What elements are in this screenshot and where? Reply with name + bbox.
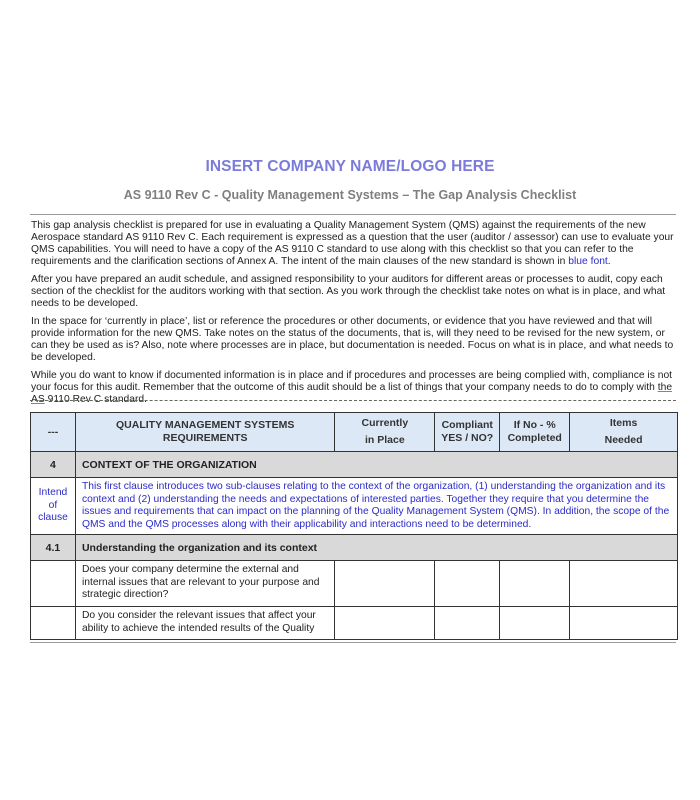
header-percent-completed <box>500 413 570 452</box>
gap-analysis-table <box>30 412 678 640</box>
intro-p1-text: This gap analysis checklist is prepared for use in evaluating a Quality Management System (QMS) against the requirements of the new Aerospace standard AS 9110 Rev C. Each requirement is expressed as a question that the user (auditor / assessor) can use to evaluate your QMS capabilities. You will need to have a copy of the AS 9110 C standard to use along with this checklist so that you can refer to the requirements and the clarification sections of Annex A. The intent of the main clauses of the new standard is shown in <box>31 220 674 267</box>
section-row <box>31 452 678 478</box>
header-items-needed <box>570 413 678 452</box>
header-items-line2: Needed <box>604 434 643 446</box>
currently-in-place-cell[interactable] <box>335 561 435 607</box>
table-header-row <box>31 413 678 452</box>
document-title: AS 9110 Rev C - Quality Management Systems – The Gap Analysis Checklist <box>123 188 577 202</box>
header-compliant-line2: YES / NO? <box>441 432 494 444</box>
question-text: Do you consider the relevant issues that affect your ability to achieve the intended results of the Quality <box>81 610 316 634</box>
header-place-line2: in Place <box>364 434 405 446</box>
intro-paragraph-3: In the space for ‘currently in place’, list or reference the procedures or other documents, or evidence that you have reviewed and that will provide information for the new QMS. Take notes on the status of the documents, that is, will they need to be revised for the new system, or can they be used as is? Also, note where processes are in place, but documentation is needed. Focus on what is in place, and what needs to be developed. <box>31 316 674 363</box>
intro-p1-end: . <box>607 256 611 267</box>
items-needed-cell[interactable] <box>570 561 678 607</box>
compliant-cell[interactable] <box>435 607 500 640</box>
intro-p4-end: 9110 Rev C standard. <box>44 394 148 405</box>
percent-completed-cell[interactable] <box>500 561 570 607</box>
header-items-line1: Items <box>609 417 638 429</box>
question-number-cell <box>31 607 76 640</box>
company-name-placeholder: INSERT COMPANY NAME/LOGO HERE <box>205 158 495 175</box>
header-compliant-line1: Compliant <box>441 419 493 431</box>
page-bottom-divider <box>30 642 676 643</box>
header-req-line1: QUALITY MANAGEMENT SYSTEMS <box>116 419 295 431</box>
blue-font-sample: blue font <box>568 256 608 267</box>
intent-label-line2: of <box>48 499 58 511</box>
question-text: Does your company determine the external and internal issues that are relevant to your purpose and strategic direction? <box>75 561 334 607</box>
intent-label <box>31 478 76 535</box>
header-req-line2: REQUIREMENTS <box>162 432 248 444</box>
header-place-line1: Currently <box>361 417 409 429</box>
items-needed-cell[interactable] <box>570 607 678 640</box>
subsection-row <box>31 535 678 561</box>
percent-completed-cell[interactable] <box>500 607 570 640</box>
intent-text: This first clause introduces two sub-clauses relating to the context of the organization, (1) understanding the organization and its context and (2) understanding the needs and expectations of interested parties. Together they require that you determine the issues and requirements that can impact on the planning of the Quality Management System (QMS). In addition, the scope of the QMS and the QMS processes along with their applicability and interactions need to be determined. <box>75 478 677 535</box>
table-row <box>31 607 678 640</box>
dashed-divider <box>30 400 676 401</box>
section-number: 4 <box>31 452 76 478</box>
intro-paragraph-1 <box>31 220 681 268</box>
currently-in-place-cell[interactable] <box>335 607 435 640</box>
header-currently-in-place <box>335 413 435 452</box>
intro-paragraph-2: After you have prepared an audit schedule, and assigned responsibility to your auditors for different areas or processes to audit, copy each section of the checklist for the auditors working with that section. As you work through the checklist take notes on what is in place, and what needs to be developed. <box>31 274 666 309</box>
intent-label-line3: clause <box>38 512 68 524</box>
header-number <box>31 413 76 452</box>
header-compliant <box>435 413 500 452</box>
header-pct-line2: Completed <box>507 432 562 444</box>
header-pct-line1: If No - % <box>513 419 556 431</box>
header-number-text: --- <box>47 425 59 438</box>
header-requirements <box>75 413 334 452</box>
question-text-cell <box>75 607 334 640</box>
intro-p4-text: While you do want to know if documented information is in place and if procedures and processes are being complied with, compliance is not your focus for this audit. Remember that the outcome of this audit should be a list of things that your company needs to do to comply with <box>31 370 673 393</box>
compliant-cell[interactable] <box>435 561 500 607</box>
subsection-number: 4.1 <box>31 535 76 561</box>
table-row <box>31 561 678 607</box>
question-number-cell <box>31 561 76 607</box>
intent-label-line1: Intend <box>38 487 68 499</box>
title-divider <box>30 214 676 215</box>
intro-p4-as: AS <box>31 394 45 405</box>
intro-text <box>31 220 681 412</box>
intent-row <box>31 478 678 535</box>
section-title: CONTEXT OF THE ORGANIZATION <box>75 452 677 478</box>
subsection-title: Understanding the organization and its context <box>75 535 677 561</box>
intro-p4-the: the <box>657 382 673 393</box>
